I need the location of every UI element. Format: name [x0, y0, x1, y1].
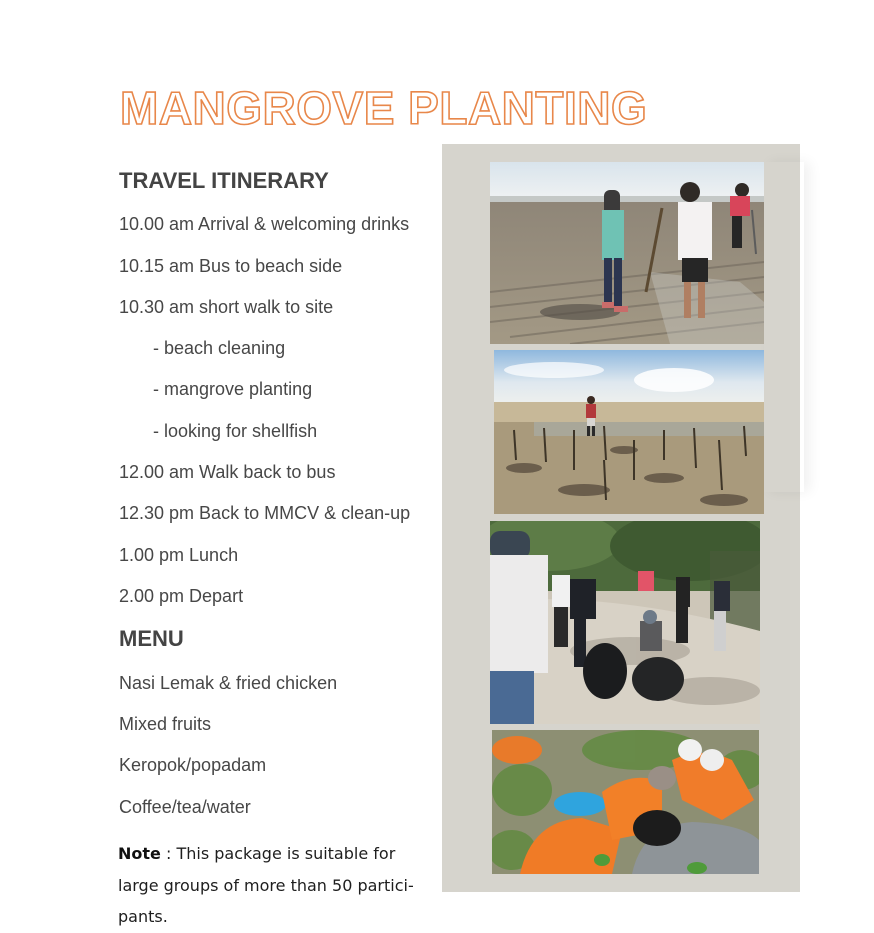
- itinerary-item: 1.00 pm Lunch: [119, 545, 239, 565]
- itinerary-subitem: - mangrove planting: [153, 379, 313, 399]
- photo-beach-cleaning: [490, 521, 760, 724]
- menu-item: Nasi Lemak & fried chicken: [119, 673, 338, 693]
- itinerary-item: 12.30 pm Back to MMCV & clean-up: [119, 503, 411, 523]
- itinerary-item: 12.00 am Walk back to bus: [119, 462, 336, 482]
- photo-beach-digging: [490, 162, 764, 344]
- itinerary-subitem: - beach cleaning: [153, 338, 286, 358]
- itinerary-heading: TRAVEL ITINERARY: [119, 168, 329, 193]
- menu-item: Keropok/popadam: [119, 755, 267, 775]
- menu-heading: MENU: [119, 626, 184, 651]
- note: [118, 838, 418, 933]
- menu-item: Coffee/tea/water: [119, 797, 251, 817]
- itinerary-item: 2.00 pm Depart: [119, 586, 244, 606]
- note-label: Note: [118, 844, 161, 863]
- note-separator: :: [160, 844, 177, 863]
- photo-planting-volunteers: [492, 730, 759, 874]
- photo-mangrove-saplings: [494, 350, 764, 514]
- itinerary-item: 10.30 am short walk to site: [119, 297, 334, 317]
- itinerary-subitem: - looking for shellfish: [153, 421, 318, 441]
- note-text: This package is suitable for large groups of more than 50 partici-pants.: [118, 844, 414, 926]
- itinerary-item: 10.15 am Bus to beach side: [119, 256, 343, 276]
- page-title: MANGROVE PLANTING: [120, 82, 648, 134]
- menu-item: Mixed fruits: [119, 714, 212, 734]
- panel-shadow: [764, 162, 804, 492]
- itinerary-item: 10.00 am Arrival & welcoming drinks: [119, 214, 410, 234]
